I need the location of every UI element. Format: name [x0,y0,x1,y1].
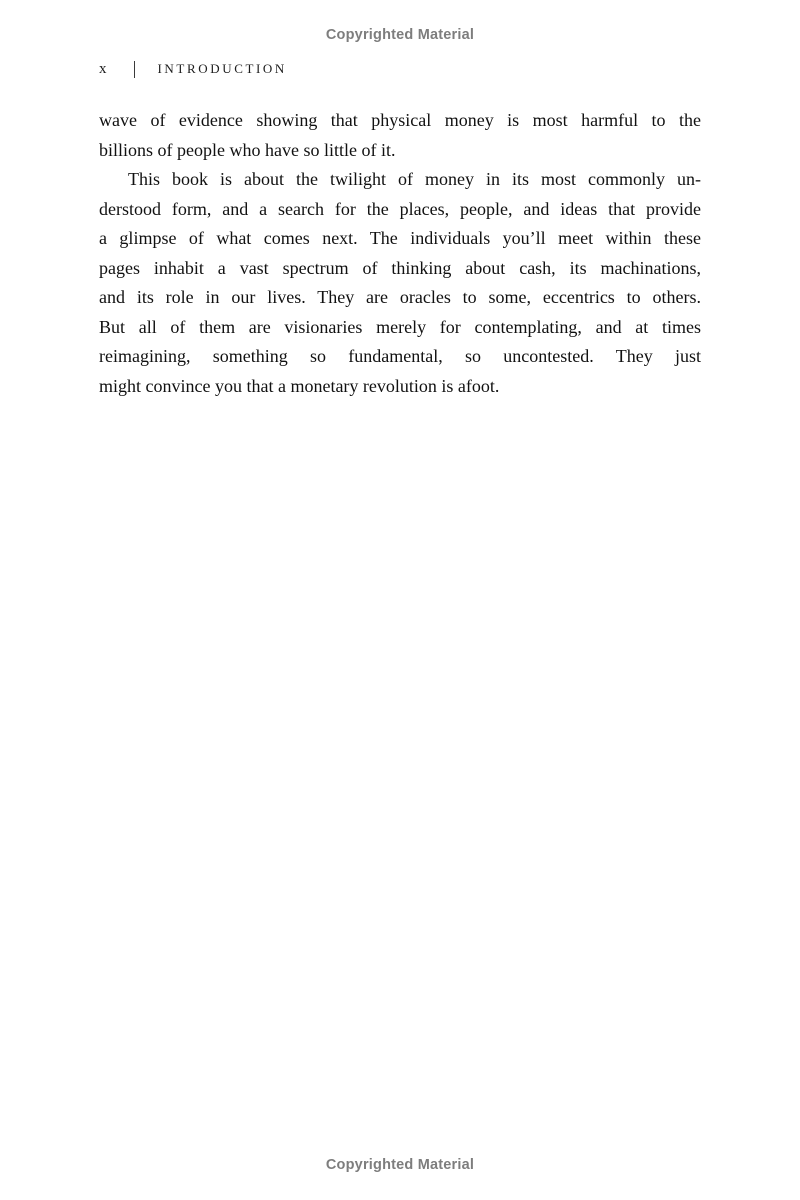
text-line: This book is about the twilight of money in its most commonly un- [128,169,701,189]
chapter-title: INTRODUCTION [157,61,287,76]
copyright-notice-top: Copyrighted Material [325,27,475,43]
text-line: a glimpse of what comes next. The individuals you’ll meet within these [99,228,701,248]
header-divider [134,61,135,78]
copyright-notice-bottom: Copyrighted Material [325,1157,475,1173]
paragraph [99,106,701,165]
body-text [99,106,701,401]
text-line: and its role in our lives. They are oracles to some, eccentrics to others. [99,287,701,307]
text-line: derstood form, and a search for the places, people, and ideas that provide [99,198,701,219]
text-line: But all of them are visionaries merely for contemplating, and at times [99,316,701,337]
text-line: might convince you that a monetary revolution is afoot. [99,375,500,396]
running-header [99,59,287,79]
text-line: billions of people who have so little of it. [99,139,396,160]
paragraph [99,165,701,401]
page-number: x [99,61,107,77]
text-line: wave of evidence showing that physical money is most harmful to the [99,110,701,130]
text-line: pages inhabit a vast spectrum of thinking about cash, its machinations, [99,257,701,278]
text-line: reimagining, something so fundamental, so uncontested. They just [99,346,701,366]
